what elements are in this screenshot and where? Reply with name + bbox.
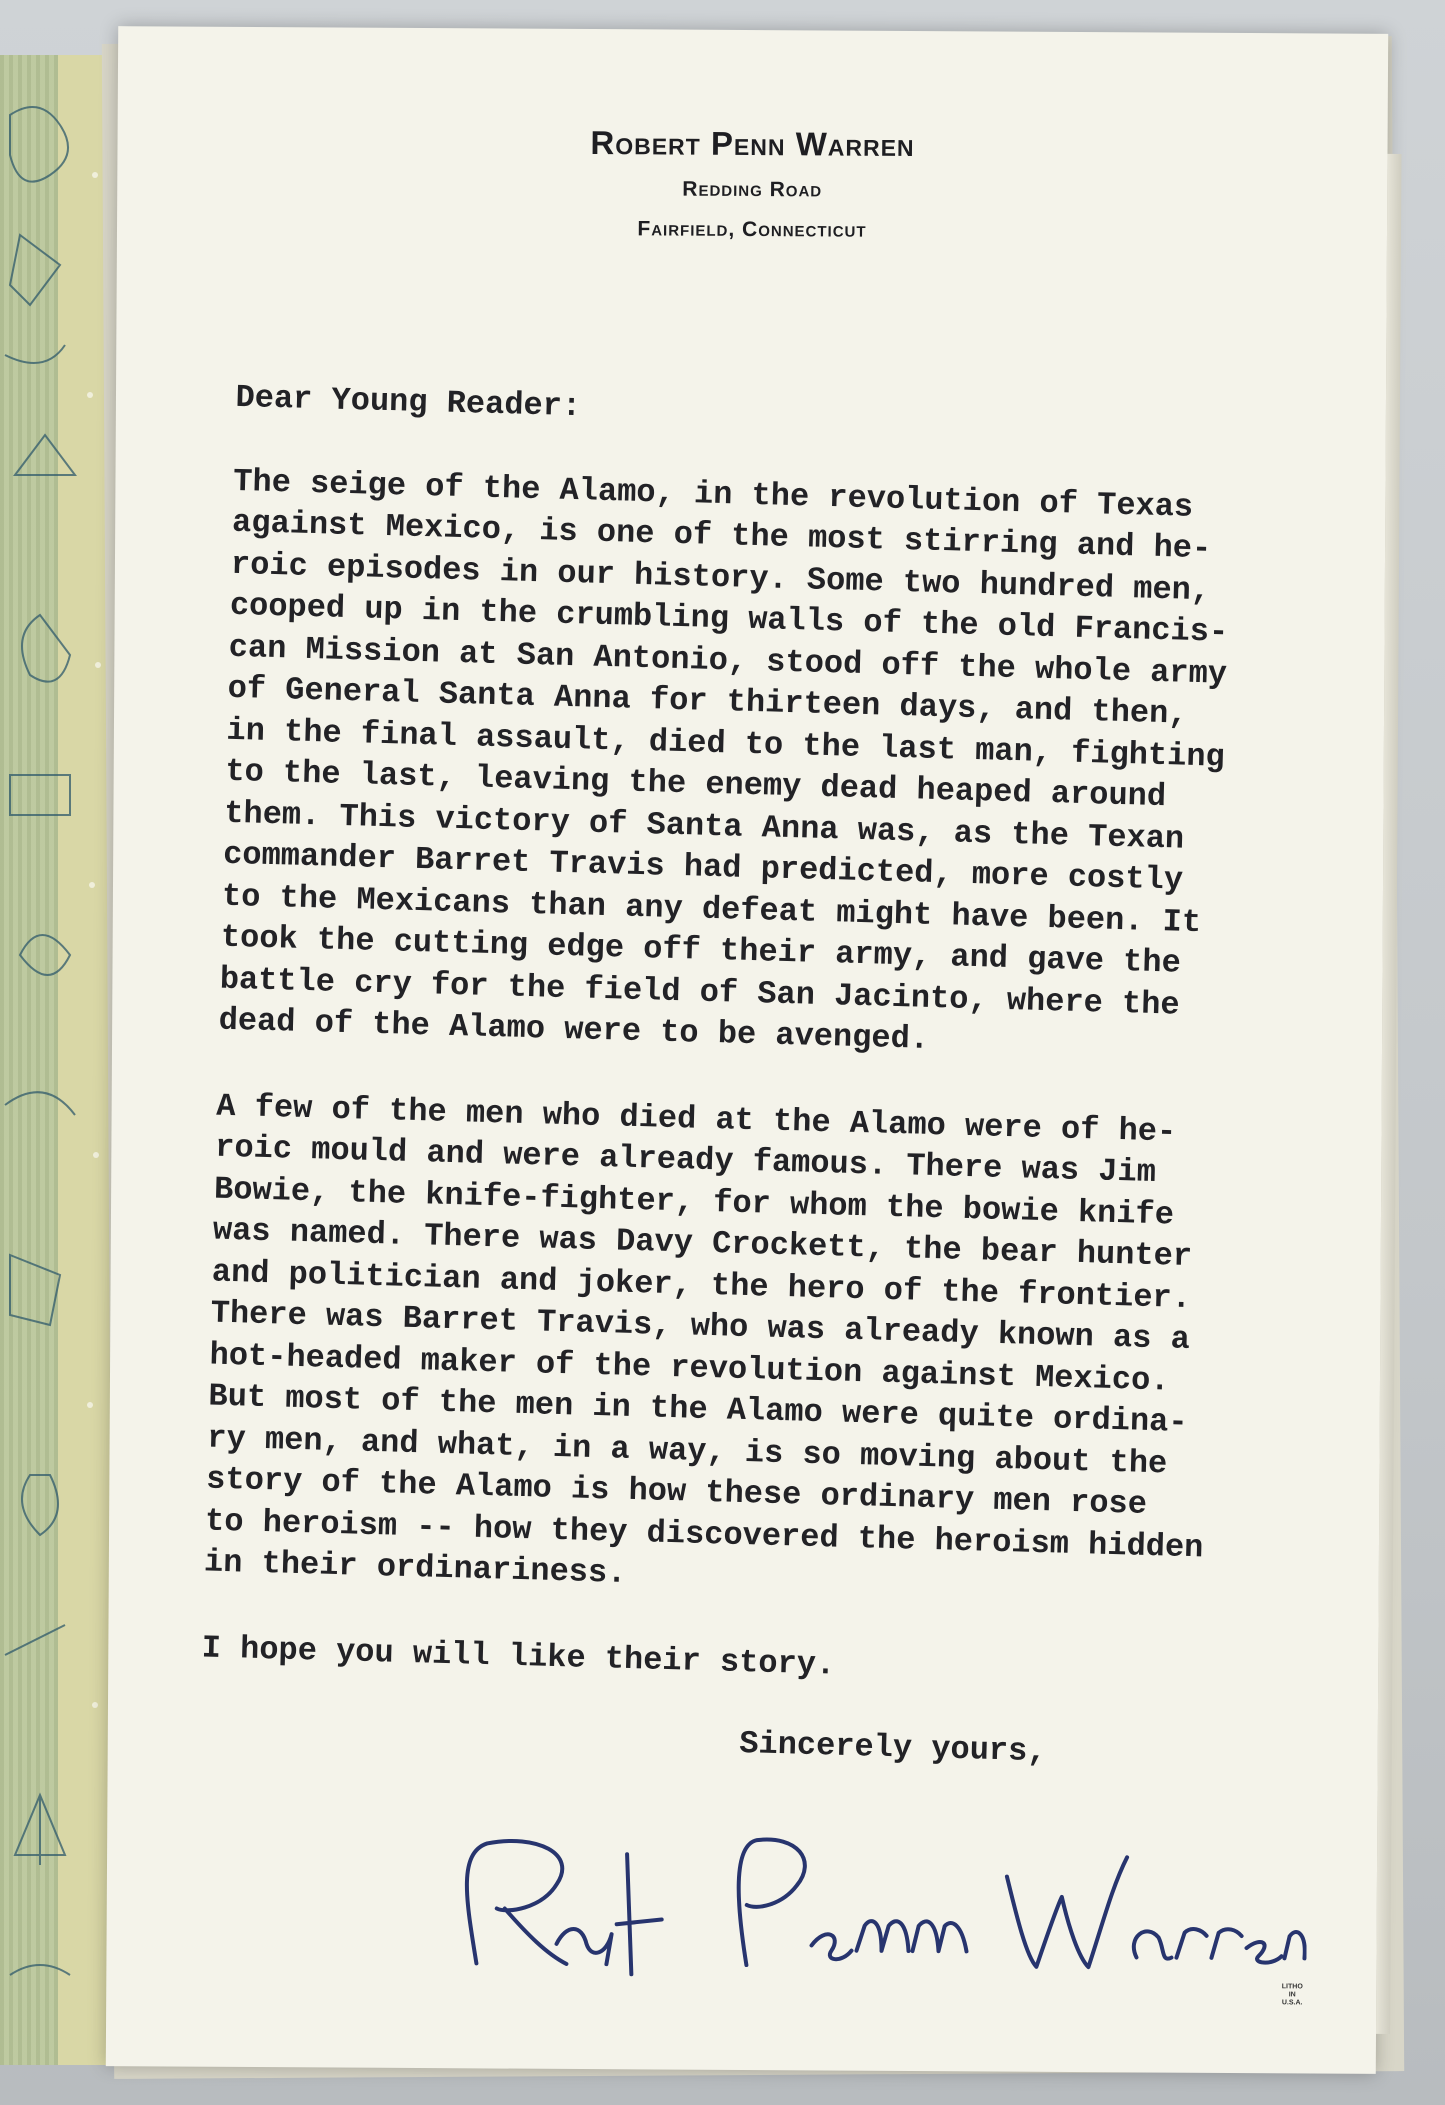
signoff: Sincerely yours, — [738, 1724, 1047, 1771]
closing-line: I hope you will like their story. — [201, 1628, 836, 1684]
salutation: Dear Young Reader: — [235, 378, 582, 426]
letterhead-name: Robert Penn Warren — [590, 124, 915, 164]
paragraph-1: The seige of the Alamo, in the revolution of Texas against Mexico, is one of the most stirring and he- roic episodes in our history. Some two hundred men, cooped up in the crumbling walls of the old Francis- can Mission at San Antonio, stood off the whole army of General Santa Anna for thirteen days, and then, in the final assault, died to the last man, fighting to the last, leaving the enemy dead heaped around them. This victory of Santa Anna was, as the Texan commander Barret Travis had predicted, more costly to the Mexicans than any defeat might have been. It took the cutting edge off their army, and gave the battle cry for the field of San Jacinto, where the dead of the Alamo were to be avenged. — [218, 462, 1229, 1058]
handwritten-signature — [446, 1813, 1307, 2018]
letter-page — [106, 26, 1388, 2074]
letterhead-street: Redding Road — [682, 177, 823, 202]
letterhead-city: Fairfield, Connecticut — [637, 217, 867, 242]
printer-imprint: LITHO IN U.S.A. — [1281, 1983, 1303, 2007]
paragraph-2: A few of the men who died at the Alamo were of he- roic mould and were already famous. There was Jim Bowie, the knife-fighter, for whom the bowie knife was named. There was Davy Crockett, the bear hunter and politician and joker, the hero of the frontier. There was Barret Travis, who was already known as a hot-headed maker of the revolution against Mexico. But most of the men in the Alamo were quite ordina- ry men, and what, in a way, is so moving about the story of the Alamo is how these ordinary men rose to heroism -- how they discovered the heroism hidden in their ordinariness. — [203, 1087, 1204, 1592]
letter-body — [199, 377, 1286, 1778]
cover-illustration — [0, 55, 120, 2065]
letterhead — [117, 121, 1388, 261]
